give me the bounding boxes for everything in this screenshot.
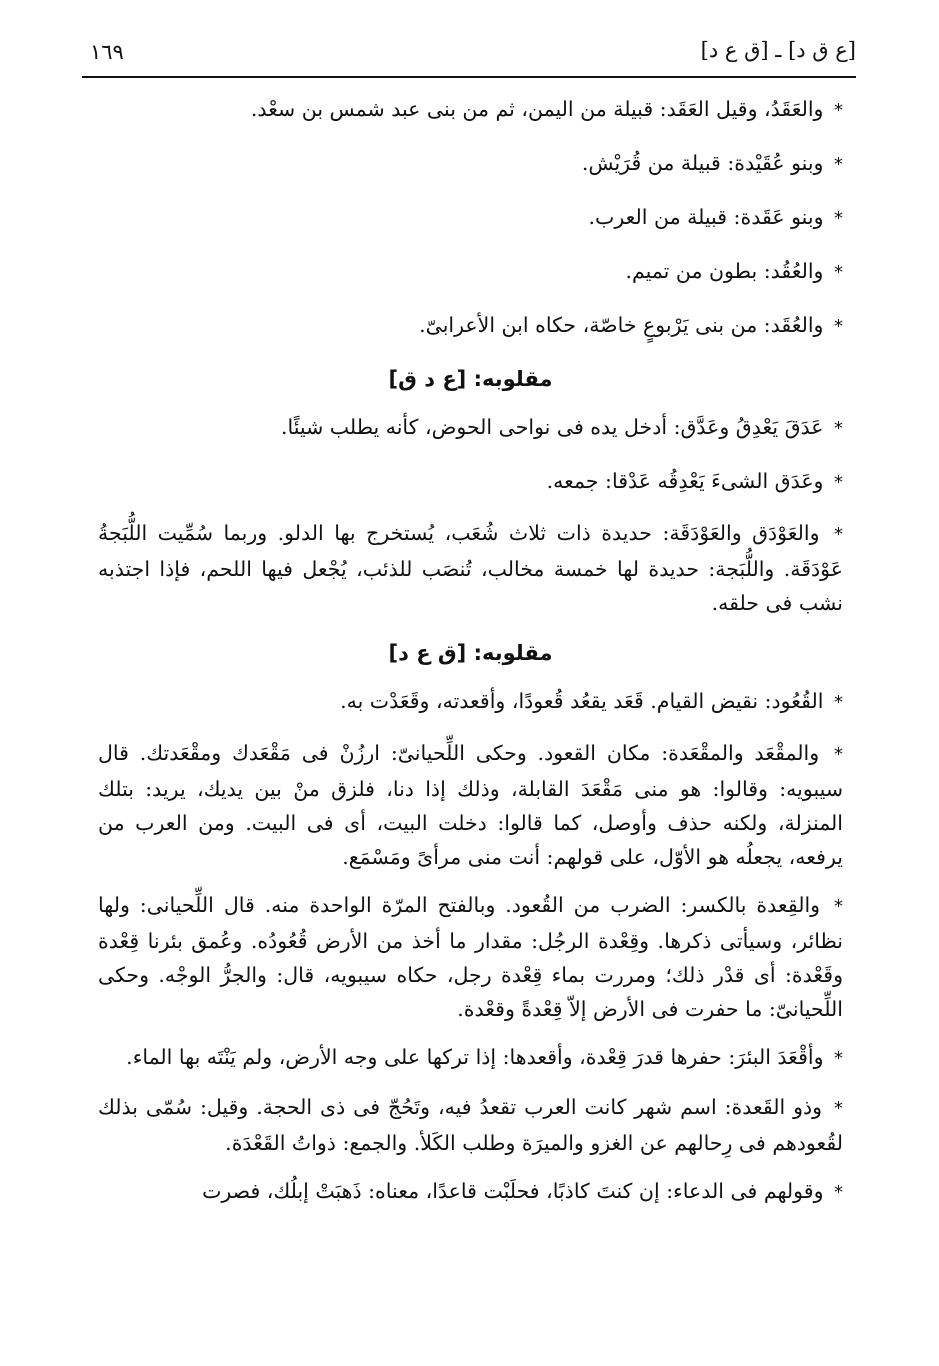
entry bbox=[98, 90, 843, 130]
entry bbox=[98, 1174, 843, 1210]
entry bbox=[98, 736, 843, 874]
entry-text: عَدَقَ يَعْدِقُ وعَدَّق: أدخل يده فى نواحى الحوض، كأنه يطلب شيئًا. bbox=[280, 415, 824, 439]
section-heading: مقلوبه: [ع د ق] bbox=[388, 367, 553, 391]
entry bbox=[98, 1040, 843, 1076]
asterisk-icon: * bbox=[834, 418, 843, 439]
entry-text: وعَدَق الشىءَ يَعْدِقُه عَدْقا: جمعه. bbox=[546, 469, 824, 493]
entry-text: وأقْعَدَ البئرَ: حفرها قدرَ قِعْدة، وأقعدها: إذا تركها على وجه الأرض، ولم يَنْتَه بها الماء. bbox=[126, 1045, 824, 1069]
entry-text: والعَوْدَق والعَوْدَقَة: حديدة ذات ثلاث شُعَب، يُستخرج بها الدلو. وربما سُمِّيت اللُّبَجةُ عَوْدَقَة. واللُّبَجة: حديدة لها خمسة مخالب، تُنصَب للذئب، يُجْعل فيها اللحم، فإذا اجتذبه نشب فى حلقه. bbox=[98, 521, 843, 615]
asterisk-icon: * bbox=[834, 154, 843, 175]
asterisk-icon: * bbox=[834, 692, 843, 713]
page-number: ١٦٩ bbox=[90, 40, 124, 64]
entry bbox=[98, 682, 843, 722]
page-header bbox=[82, 34, 856, 74]
entry-text: وذو القَعدة: اسم شهر كانت العرب تقعدُ فيه، وتَحُجّ فى ذى الحجة. وقيل: سُمّى بذلك لقُعودهم فى رِحالهم عن الغزو والميرَة وطلب الكَلأ. والجمع: ذواتُ القَعْدَة. bbox=[98, 1095, 843, 1155]
entry-text: وبنو عُقَيْدة: قبيلة من قُرَيْش. bbox=[581, 151, 824, 175]
entry bbox=[98, 198, 843, 238]
entry bbox=[98, 252, 843, 292]
asterisk-icon: * bbox=[834, 1048, 843, 1069]
entry bbox=[98, 462, 843, 502]
section-heading: مقلوبه: [ق ع د] bbox=[388, 641, 553, 665]
running-head: [ع ق د] ـ [ق ع د] bbox=[700, 38, 856, 62]
entry bbox=[98, 408, 843, 448]
asterisk-icon: * bbox=[833, 524, 843, 545]
entry-text: والقِعدة بالكسر: الضرب من القُعود. وبالفتح المرّة الواحدة منه. قال اللِّحيانى: ولها نظائر، وسيأتى ذكرها. وقِعْدة الرجُل: مقدار ما أخذ من الأرض قُعُودُه. وعُمق بئرنا قِعْدة وقَعْدة: أى قدْر ذلك؛ ومررت بماء قِعْدة رجل، حكاه سيبويه، قال: والجرُّ الوجْه. وحكى اللِّحيانىّ: ما حفرت فى الأرض إلاّ قِعْدةً وقعْدة. bbox=[98, 893, 843, 1021]
asterisk-icon: * bbox=[834, 744, 843, 765]
entry-text: والمقْعَد والمقْعَدة: مكان القعود. وحكى اللِّحيانىّ: ارزُنْ فى مَقْعَدك ومقْعَدتك. قال سيبويه: وقالوا: هو منى مَقْعَدَ القابلة، وذلك إذا دنا، فلزق منْ بين يديك، يريد: بتلك المنزلة، ولكنه حذف وأوصل، كما قالوا: دخلت البيت، أى فى البيت. ومن العرب من يرفعه، يجعلُه هو الأوّل، على قولهم: أنت منى مرأىً ومَسْمَع. bbox=[98, 741, 843, 869]
entry bbox=[98, 144, 843, 184]
entry bbox=[98, 888, 843, 1026]
asterisk-icon: * bbox=[834, 316, 843, 337]
entry bbox=[98, 1090, 843, 1160]
entry-text: والعَقَدُ، وقيل العَقَد: قبيلة من اليمن، ثم من بنى عبد شمس بن سعْد. bbox=[250, 97, 824, 121]
entry-text: القُعُود: نقيض القيام. قَعَد يقعُد قُعودًا، وأقعدته، وقَعَدْت به. bbox=[340, 689, 824, 713]
asterisk-icon: * bbox=[834, 262, 843, 283]
entry bbox=[98, 306, 843, 346]
asterisk-icon: * bbox=[834, 100, 843, 121]
asterisk-icon: * bbox=[834, 896, 843, 917]
asterisk-icon: * bbox=[834, 1182, 843, 1203]
entry bbox=[98, 516, 843, 620]
entry-text: وبنو عَقَدة: قبيلة من العرب. bbox=[588, 205, 824, 229]
asterisk-icon: * bbox=[834, 1098, 843, 1119]
page-body bbox=[98, 90, 843, 1224]
asterisk-icon: * bbox=[834, 208, 843, 229]
entry-text: والعُقَد: من بنى يَرْبوعٍ خاصّة، حكاه ابن الأعرابىّ. bbox=[419, 313, 824, 337]
entry-text: والعُقُد: بطون من تميم. bbox=[625, 259, 824, 283]
asterisk-icon: * bbox=[834, 472, 843, 493]
header-rule bbox=[82, 76, 856, 78]
entry-text: وقولهم فى الدعاء: إن كنتَ كاذبًا، فحلَبْت قاعدًا، معناه: ذَهبَتْ إبلُك، فصرت bbox=[202, 1179, 824, 1203]
